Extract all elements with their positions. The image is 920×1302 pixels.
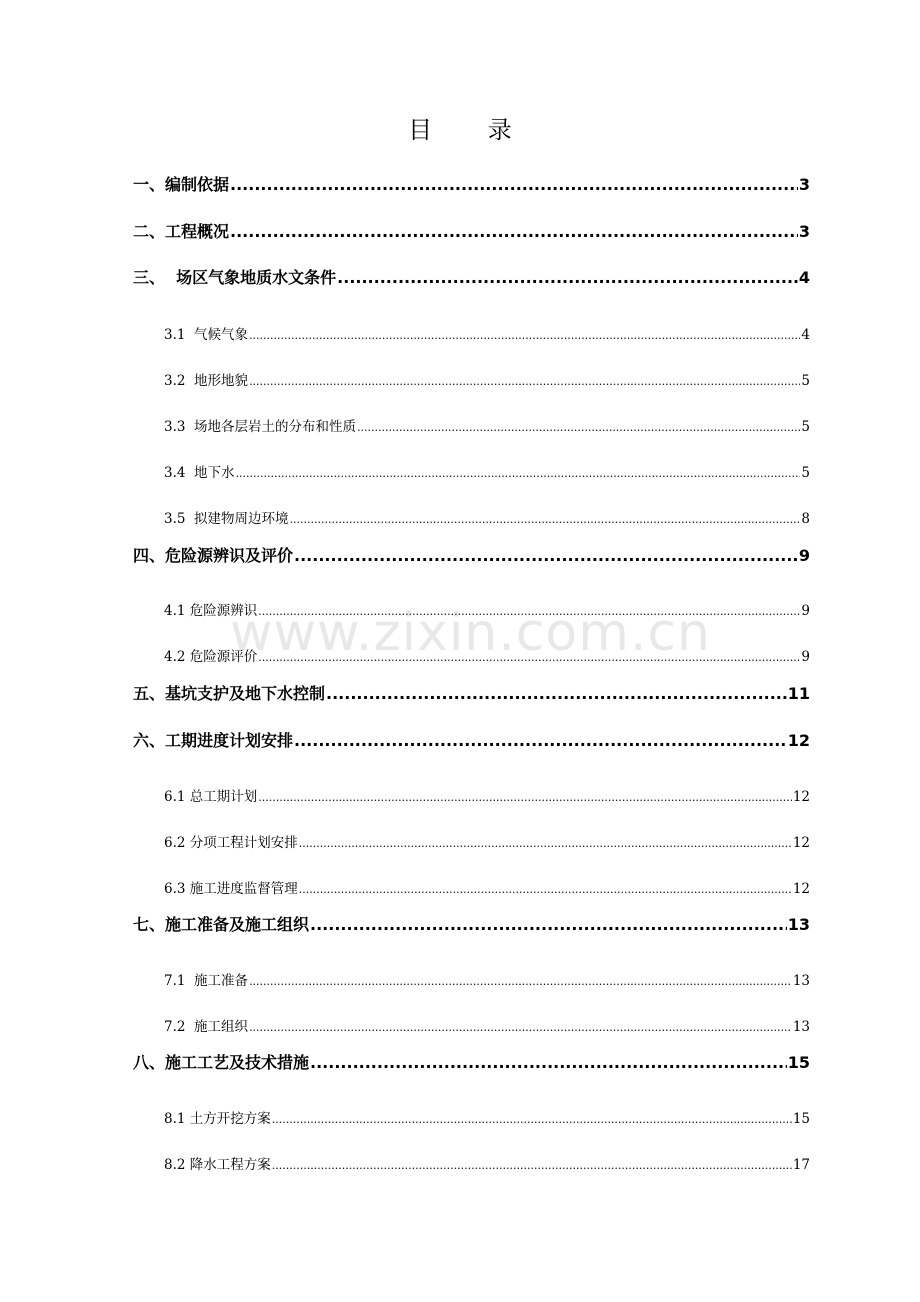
toc-entry-7-2[interactable]	[164, 1015, 810, 1039]
toc-entry-4-2[interactable]	[164, 645, 810, 669]
toc-entry-page: 15	[792, 1111, 810, 1127]
toc-entry-label: 3.1 气候气象	[164, 327, 249, 343]
toc-entry-label: 6.3 施工进度监督管理	[164, 881, 298, 897]
toc-entry-label: 三、 场区气象地质水文条件	[133, 268, 337, 287]
toc-dot-leader	[326, 684, 787, 703]
toc-entry-page: 5	[801, 465, 810, 481]
toc-dot-leader	[290, 513, 801, 526]
toc-entry-label: 二、工程概况	[133, 222, 230, 241]
toc-entry-7-1[interactable]	[164, 969, 810, 993]
toc-dot-leader	[249, 329, 800, 342]
toc-entry-label: 4.2 危险源评价	[164, 649, 258, 665]
toc-entry-label: 一、编制依据	[133, 175, 230, 194]
toc-dot-leader	[249, 375, 800, 388]
toc-dot-leader	[236, 467, 801, 480]
toc-entry-label: 六、工期进度计划安排	[133, 731, 294, 750]
toc-entry-label: 4.1 危险源辨识	[164, 603, 258, 619]
toc-entry-3-3[interactable]	[164, 415, 810, 439]
watermark: www.zixin.com.cn	[230, 603, 711, 663]
toc-dot-leader	[272, 1113, 792, 1126]
toc-entry-label: 8.1 土方开挖方案	[164, 1111, 271, 1127]
toc-dot-leader	[258, 791, 792, 804]
toc-dot-leader	[249, 1021, 792, 1034]
toc-dot-leader	[310, 1053, 787, 1072]
toc-entry-page: 9	[801, 603, 810, 619]
toc-entry-page: 8	[801, 511, 810, 527]
toc-dot-leader	[310, 915, 787, 934]
toc-entry-section-2[interactable]	[133, 219, 810, 243]
toc-entry-4-1[interactable]	[164, 599, 810, 623]
toc-entry-page: 4	[801, 327, 810, 343]
toc-entry-label: 3.3 场地各层岩土的分布和性质	[164, 419, 357, 435]
toc-entry-page: 13	[792, 973, 810, 989]
toc-entry-label: 7.2 施工组织	[164, 1019, 249, 1035]
toc-dot-leader	[258, 605, 800, 618]
toc-entry-label: 七、施工准备及施工组织	[133, 915, 310, 934]
toc-entry-page: 3	[798, 222, 810, 241]
toc-entry-8-2[interactable]	[164, 1153, 810, 1177]
toc-entry-3-2[interactable]	[164, 369, 810, 393]
toc-dot-leader	[294, 546, 798, 565]
toc-entry-page: 5	[801, 419, 810, 435]
toc-dot-leader	[337, 268, 798, 287]
toc-entry-page: 9	[798, 546, 810, 565]
toc-entry-page: 17	[792, 1157, 810, 1173]
toc-entry-section-5[interactable]	[133, 681, 810, 705]
toc-entry-3-1[interactable]	[164, 323, 810, 347]
toc-entry-label: 6.2 分项工程计划安排	[164, 835, 298, 851]
toc-entry-6-1[interactable]	[164, 785, 810, 809]
toc-entry-section-1[interactable]	[133, 172, 810, 196]
toc-entry-8-1[interactable]	[164, 1107, 810, 1131]
toc-entry-label: 3.4 地下水	[164, 465, 235, 481]
toc-dot-leader	[357, 421, 800, 434]
toc-entry-page: 13	[787, 915, 810, 934]
toc-entry-page: 4	[798, 268, 810, 287]
toc-entry-page: 13	[792, 1019, 810, 1035]
toc-entry-page: 12	[787, 731, 810, 750]
toc-entry-3-5[interactable]	[164, 507, 810, 531]
toc-entry-section-4[interactable]	[133, 543, 810, 567]
toc-entry-label: 3.2 地形地貌	[164, 373, 249, 389]
toc-entry-label: 3.5 拟建物周边环境	[164, 511, 289, 527]
toc-entry-page: 12	[792, 835, 810, 851]
toc-entry-6-3[interactable]	[164, 877, 810, 901]
toc-entry-3-4[interactable]	[164, 461, 810, 485]
toc-entry-section-3[interactable]	[133, 265, 810, 289]
toc-entry-page: 5	[801, 373, 810, 389]
page-title: 目 录	[408, 116, 536, 144]
toc-entry-section-6[interactable]	[133, 728, 810, 752]
toc-dot-leader	[299, 837, 792, 850]
toc-dot-leader	[249, 975, 792, 988]
toc-entry-label: 八、施工工艺及技术措施	[133, 1053, 310, 1072]
toc-dot-leader	[230, 175, 798, 194]
toc-entry-label: 8.2 降水工程方案	[164, 1157, 271, 1173]
toc-entry-label: 五、基坑支护及地下水控制	[133, 684, 326, 703]
toc-entry-6-2[interactable]	[164, 831, 810, 855]
toc-entry-section-8[interactable]	[133, 1050, 810, 1074]
toc-entry-page: 3	[798, 175, 810, 194]
toc-entry-label: 6.1 总工期计划	[164, 789, 258, 805]
toc-dot-leader	[299, 883, 792, 896]
toc-dot-leader	[230, 222, 798, 241]
toc-entry-page: 12	[792, 789, 810, 805]
toc-entry-label: 7.1 施工准备	[164, 973, 249, 989]
toc-entry-page: 11	[787, 684, 810, 703]
toc-dot-leader	[258, 651, 800, 664]
toc-dot-leader	[272, 1159, 792, 1172]
toc-entry-section-7[interactable]	[133, 912, 810, 936]
toc-entry-page: 12	[792, 881, 810, 897]
toc-entry-page: 15	[787, 1053, 810, 1072]
toc-entry-page: 9	[801, 649, 810, 665]
toc-dot-leader	[294, 731, 787, 750]
toc-entry-label: 四、危险源辨识及评价	[133, 546, 294, 565]
